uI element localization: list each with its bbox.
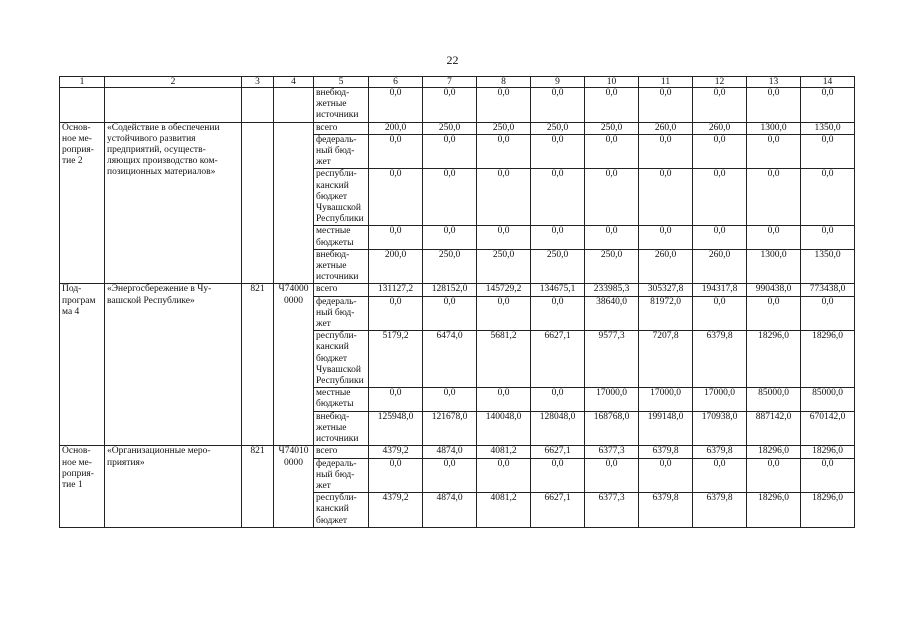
value-cell: 140048,0 [477, 411, 531, 446]
value-cell: 0,0 [639, 169, 693, 226]
value-cell: 4379,2 [369, 493, 423, 528]
value-cell: 0,0 [477, 134, 531, 169]
value-cell: 260,0 [639, 249, 693, 284]
text-line: програм [62, 295, 96, 306]
empty-cell [105, 88, 242, 123]
text-line: жет [316, 319, 331, 330]
value-cell: 121678,0 [423, 411, 477, 446]
header-cell: 14 [801, 77, 855, 88]
text-line: тие 2 [62, 156, 83, 167]
value-cell: 0,0 [639, 88, 693, 123]
header-cell: 7 [423, 77, 477, 88]
value-cell: 250,0 [585, 249, 639, 284]
text-line: Под- [62, 284, 82, 295]
funding-source [314, 226, 369, 249]
value-cell: 0,0 [801, 169, 855, 226]
text-line: тие 1 [62, 479, 83, 490]
text-line: внебюд- [316, 88, 350, 98]
value-cell: 0,0 [369, 169, 423, 226]
text-line: приятия» [107, 457, 145, 468]
value-cell: 85000,0 [747, 388, 801, 411]
value-cell: 4874,0 [423, 493, 477, 528]
value-cell: 0,0 [531, 458, 585, 493]
value-cell: 0,0 [639, 226, 693, 249]
value-cell: 0,0 [747, 88, 801, 123]
value-cell: 0,0 [693, 296, 747, 331]
text-line: Основ- [62, 122, 91, 133]
value-cell: 0,0 [585, 226, 639, 249]
value-cell: 0,0 [477, 226, 531, 249]
value-cell: 670142,0 [801, 411, 855, 446]
text-line: ный бюд- [316, 146, 355, 157]
value-cell: 0,0 [801, 134, 855, 169]
value-cell: 250,0 [477, 122, 531, 134]
value-cell: 0,0 [369, 388, 423, 411]
text-line: республи- [316, 169, 357, 180]
funding-source [314, 88, 369, 123]
text-line: ный бюд- [316, 307, 355, 318]
text-line: жет [316, 157, 331, 168]
header-row [60, 77, 855, 88]
text-line: федераль- [316, 134, 357, 145]
text-line: вашской Республике» [107, 295, 195, 306]
header-cell: 5 [314, 77, 369, 88]
value-cell: 0,0 [423, 226, 477, 249]
text-line: предприятий, осуществ- [107, 145, 206, 156]
value-cell: 134675,1 [531, 284, 585, 296]
value-cell: 773438,0 [801, 284, 855, 296]
text-line: роприя- [62, 145, 94, 156]
funding-source [314, 249, 369, 284]
header-cell: 9 [531, 77, 585, 88]
value-cell: 194317,8 [693, 284, 747, 296]
text-line: устойчивого развития [107, 133, 196, 144]
value-cell: 0,0 [639, 458, 693, 493]
value-cell: 4081,2 [477, 446, 531, 458]
header-cell: 6 [369, 77, 423, 88]
value-cell: 1300,0 [747, 249, 801, 284]
value-cell: 0,0 [693, 458, 747, 493]
value-cell: 260,0 [693, 249, 747, 284]
value-cell: 0,0 [585, 88, 639, 123]
text-line: Ч74000 [278, 284, 309, 295]
funding-source [314, 331, 369, 388]
funding-source [314, 169, 369, 226]
value-cell: 5681,2 [477, 331, 531, 388]
text-line: источники [316, 110, 359, 121]
value-cell: 18296,0 [801, 446, 855, 458]
value-cell: 1350,0 [801, 249, 855, 284]
text-line: жетные [316, 99, 347, 110]
header-cell: 1 [60, 77, 105, 88]
text-line: бюджет [316, 353, 348, 364]
value-cell: 9577,3 [585, 331, 639, 388]
measure-label [60, 446, 105, 527]
text-line: Республики [316, 376, 364, 387]
text-line: внебюд- [316, 249, 350, 260]
value-cell: 0,0 [477, 88, 531, 123]
header-cell: 4 [274, 77, 314, 88]
page-number: 22 [446, 53, 459, 67]
text-line: роприя- [62, 468, 94, 479]
value-cell: 0,0 [531, 296, 585, 331]
value-cell: 0,0 [747, 296, 801, 331]
value-cell: 7207,8 [639, 331, 693, 388]
funding-source [314, 134, 369, 169]
measure-name [105, 122, 242, 284]
text-line: всего [316, 284, 338, 295]
text-line: бюджет [316, 515, 348, 526]
value-cell: 0,0 [369, 458, 423, 493]
header-cell: 13 [747, 77, 801, 88]
value-cell: 81972,0 [639, 296, 693, 331]
text-line: внебюд- [316, 411, 350, 422]
value-cell: 200,0 [369, 249, 423, 284]
value-cell: 125948,0 [369, 411, 423, 446]
value-cell: 128048,0 [531, 411, 585, 446]
value-cell: 85000,0 [801, 388, 855, 411]
value-cell: 0,0 [693, 226, 747, 249]
value-cell: 0,0 [801, 296, 855, 331]
funding-source [314, 411, 369, 446]
value-cell: 0,0 [423, 458, 477, 493]
value-cell: 131127,2 [369, 284, 423, 296]
value-cell: 4379,2 [369, 446, 423, 458]
value-cell: 200,0 [369, 122, 423, 134]
value-cell: 0,0 [801, 88, 855, 123]
text-line: бюджеты [316, 237, 354, 248]
text-line: Основ- [62, 446, 91, 457]
header-cell: 10 [585, 77, 639, 88]
table-row [60, 122, 855, 134]
text-line: Республики [316, 214, 364, 225]
text-line: ное ме- [62, 133, 92, 144]
value-cell: 0,0 [693, 88, 747, 123]
text-line: всего [316, 446, 338, 457]
value-cell: 6379,8 [693, 493, 747, 528]
ministry-code: 821 [242, 446, 274, 527]
text-line: «Содействие в обеспечении [107, 122, 220, 133]
text-line: федераль- [316, 296, 357, 307]
value-cell: 0,0 [423, 388, 477, 411]
empty-cell [60, 88, 105, 123]
text-line: ное ме- [62, 457, 92, 468]
value-cell: 4874,0 [423, 446, 477, 458]
value-cell: 0,0 [693, 169, 747, 226]
value-cell: 38640,0 [585, 296, 639, 331]
value-cell: 6627,1 [531, 446, 585, 458]
funding-source [314, 284, 369, 296]
value-cell: 0,0 [801, 458, 855, 493]
text-line: бюджет [316, 191, 348, 202]
header-cell: 8 [477, 77, 531, 88]
value-cell: 6474,0 [423, 331, 477, 388]
value-cell: 0,0 [423, 88, 477, 123]
text-line: ный бюд- [316, 469, 355, 480]
value-cell: 0,0 [747, 458, 801, 493]
measure-name [105, 284, 242, 446]
value-cell: 6379,8 [639, 493, 693, 528]
value-cell: 0,0 [585, 134, 639, 169]
value-cell: 887142,0 [747, 411, 801, 446]
value-cell: 0,0 [531, 88, 585, 123]
value-cell: 18296,0 [801, 331, 855, 388]
value-cell: 0,0 [801, 226, 855, 249]
text-line: источники [316, 434, 359, 445]
value-cell: 6627,1 [531, 493, 585, 528]
value-cell: 18296,0 [747, 446, 801, 458]
value-cell: 6377,3 [585, 493, 639, 528]
value-cell: 128152,0 [423, 284, 477, 296]
funding-source [314, 458, 369, 493]
value-cell: 18296,0 [801, 493, 855, 528]
text-line: «Энергосбережение в Чу- [107, 284, 212, 295]
text-line: Чувашской [316, 364, 361, 375]
text-line: источники [316, 272, 359, 283]
text-line: местные [316, 388, 351, 399]
value-cell: 0,0 [369, 226, 423, 249]
value-cell: 199148,0 [639, 411, 693, 446]
value-cell: 0,0 [531, 226, 585, 249]
text-line: федераль- [316, 458, 357, 469]
funding-source [314, 122, 369, 134]
value-cell: 0,0 [369, 88, 423, 123]
budget-code [274, 446, 314, 527]
empty-cell [274, 88, 314, 123]
value-cell: 0,0 [639, 134, 693, 169]
value-cell: 1350,0 [801, 122, 855, 134]
value-cell: 0,0 [531, 134, 585, 169]
value-cell: 0,0 [693, 134, 747, 169]
value-cell: 0,0 [369, 134, 423, 169]
value-cell: 18296,0 [747, 331, 801, 388]
value-cell: 0,0 [423, 134, 477, 169]
value-cell: 0,0 [747, 226, 801, 249]
value-cell: 17000,0 [693, 388, 747, 411]
value-cell: 6377,3 [585, 446, 639, 458]
value-cell: 250,0 [531, 122, 585, 134]
value-cell: 168768,0 [585, 411, 639, 446]
budget-code [274, 122, 314, 284]
text-line: Чувашской [316, 203, 361, 214]
value-cell: 0,0 [423, 169, 477, 226]
ministry-code [242, 122, 274, 284]
value-cell: 6627,1 [531, 331, 585, 388]
value-cell: 170938,0 [693, 411, 747, 446]
value-cell: 17000,0 [639, 388, 693, 411]
header-cell: 2 [105, 77, 242, 88]
value-cell: 0,0 [477, 458, 531, 493]
funding-source [314, 493, 369, 528]
value-cell: 18296,0 [747, 493, 801, 528]
value-cell: 0,0 [369, 296, 423, 331]
value-cell: 6379,8 [693, 331, 747, 388]
ministry-code: 821 [242, 284, 274, 446]
text-line: республи- [316, 493, 357, 504]
text-line: канский [316, 180, 349, 191]
funding-source [314, 296, 369, 331]
text-line: ма 4 [62, 306, 80, 317]
value-cell: 250,0 [423, 122, 477, 134]
value-cell: 0,0 [747, 169, 801, 226]
value-cell: 260,0 [693, 122, 747, 134]
value-cell: 17000,0 [585, 388, 639, 411]
funding-source [314, 388, 369, 411]
table-row [60, 284, 855, 296]
empty-cell [242, 88, 274, 123]
text-line: всего [316, 122, 338, 133]
header-cell: 12 [693, 77, 747, 88]
value-cell: 5179,2 [369, 331, 423, 388]
value-cell: 6379,8 [639, 446, 693, 458]
text-line: жетные [316, 261, 347, 272]
table-row [60, 88, 855, 123]
measure-label [60, 284, 105, 446]
value-cell: 4081,2 [477, 493, 531, 528]
value-cell: 260,0 [639, 122, 693, 134]
value-cell: 250,0 [423, 249, 477, 284]
value-cell: 250,0 [531, 249, 585, 284]
value-cell: 145729,2 [477, 284, 531, 296]
value-cell: 233985,3 [585, 284, 639, 296]
budget-code [274, 284, 314, 446]
value-cell: 0,0 [531, 388, 585, 411]
value-cell: 0,0 [531, 169, 585, 226]
value-cell: 0,0 [585, 169, 639, 226]
text-line: «Организационные меро- [107, 446, 211, 457]
text-line: Ч74010 [278, 446, 309, 457]
text-line: бюджеты [316, 399, 354, 410]
value-cell: 0,0 [477, 169, 531, 226]
value-cell: 6379,8 [693, 446, 747, 458]
text-line: канский [316, 342, 349, 353]
value-cell: 1300,0 [747, 122, 801, 134]
value-cell: 250,0 [585, 122, 639, 134]
value-cell: 0,0 [747, 134, 801, 169]
text-line: позиционных материалов» [107, 167, 216, 178]
funding-source [314, 446, 369, 458]
value-cell: 990438,0 [747, 284, 801, 296]
table-row [60, 446, 855, 458]
value-cell: 305327,8 [639, 284, 693, 296]
value-cell: 250,0 [477, 249, 531, 284]
text-line: 0000 [284, 457, 303, 468]
budget-table [59, 76, 855, 528]
text-line: жетные [316, 422, 347, 433]
value-cell: 0,0 [585, 458, 639, 493]
header-cell: 3 [242, 77, 274, 88]
value-cell: 0,0 [423, 296, 477, 331]
text-line: канский [316, 504, 349, 515]
value-cell: 0,0 [477, 296, 531, 331]
value-cell: 0,0 [477, 388, 531, 411]
text-line: жет [316, 480, 331, 491]
text-line: местные [316, 226, 351, 237]
text-line: республи- [316, 331, 357, 342]
measure-name [105, 446, 242, 527]
header-cell: 11 [639, 77, 693, 88]
text-line: 0000 [284, 295, 303, 306]
measure-label [60, 122, 105, 284]
text-line: ляющих производство ком- [107, 156, 218, 167]
